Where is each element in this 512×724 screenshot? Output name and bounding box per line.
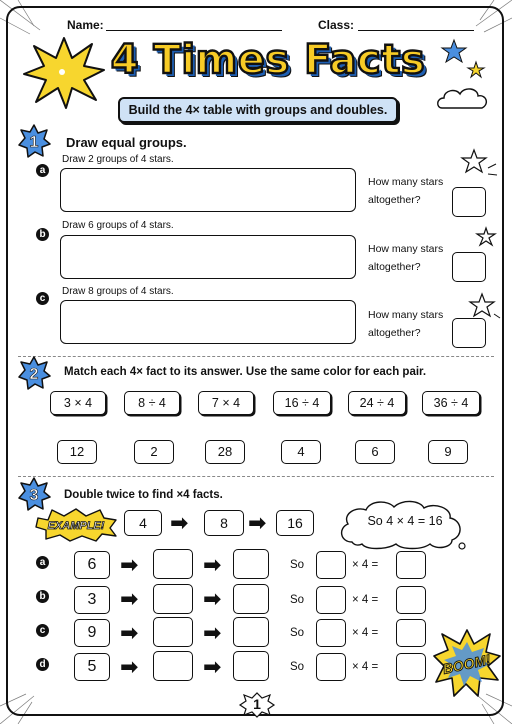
example-double-box: 8 — [204, 510, 244, 536]
arrow-right-icon: ➡ — [203, 586, 222, 611]
double-twice-answer-box[interactable] — [233, 584, 269, 614]
so-label: So — [290, 594, 305, 606]
arrow-right-icon: ➡ — [203, 654, 222, 679]
answer-card[interactable]: 12 — [57, 440, 97, 464]
double-twice-answer-box[interactable] — [233, 617, 269, 647]
drawing-box-a[interactable] — [60, 168, 356, 212]
answer-box-c[interactable] — [452, 318, 486, 348]
arrow-right-icon: ➡ — [203, 620, 222, 645]
section-3-title: Double twice to find ×4 facts. — [64, 489, 223, 501]
page-number: 1 — [253, 696, 261, 712]
answer-card[interactable]: 28 — [205, 440, 245, 464]
arrow-right-icon: ➡ — [170, 510, 189, 535]
row-start-box: 9 — [74, 619, 110, 647]
stars-cloud-decoration — [436, 36, 496, 118]
double-answer-box[interactable] — [153, 584, 193, 614]
times-four-label: × 4 = — [352, 594, 379, 606]
row-start-box: 5 — [74, 653, 110, 681]
answer-card[interactable]: 2 — [134, 440, 174, 464]
arrow-right-icon: ➡ — [120, 586, 139, 611]
product-answer-box[interactable] — [396, 551, 426, 579]
double-twice-answer-box[interactable] — [233, 549, 269, 579]
times-four-label: × 4 = — [352, 661, 379, 673]
row-letter-a: a — [36, 556, 49, 569]
section-divider — [18, 476, 494, 477]
drawing-box-c[interactable] — [60, 300, 356, 344]
times-four-label: × 4 = — [352, 627, 379, 639]
multiplier-answer-box[interactable] — [316, 586, 346, 614]
answer-card[interactable]: 6 — [355, 440, 395, 464]
times-four-label: × 4 = — [352, 559, 379, 571]
example-result-box: 16 — [276, 510, 314, 536]
star-outline-icon — [474, 226, 498, 248]
subtitle-banner — [118, 97, 398, 123]
section-1-badge — [17, 124, 51, 158]
row-letter-d: d — [36, 658, 49, 671]
star-outline-icon — [460, 148, 500, 184]
fact-card[interactable]: 16 ÷ 4 — [273, 391, 331, 415]
class-label: Class: — [318, 18, 355, 32]
so-label: So — [290, 559, 305, 571]
row-letter-b: b — [36, 590, 49, 603]
boom-burst-icon — [432, 628, 502, 698]
row-start-box: 6 — [74, 551, 110, 579]
row-start-box: 3 — [74, 586, 110, 614]
double-answer-box[interactable] — [153, 651, 193, 681]
multiplier-answer-box[interactable] — [316, 653, 346, 681]
answer-card[interactable]: 9 — [428, 440, 468, 464]
product-answer-box[interactable] — [396, 619, 426, 647]
section-1-number: 1 — [29, 134, 39, 151]
example-burst-icon — [34, 508, 118, 542]
item-letter-a: a — [36, 164, 49, 177]
fact-card[interactable]: 8 ÷ 4 — [124, 391, 180, 415]
answer-box-a[interactable] — [452, 187, 486, 217]
section-2-number: 2 — [29, 366, 39, 383]
question-text-c: How many stars altogether? — [368, 309, 444, 339]
so-label: So — [290, 627, 305, 639]
item-letter-b: b — [36, 228, 49, 241]
section-2-badge — [17, 356, 51, 390]
example-start-box: 4 — [124, 510, 162, 536]
fact-card[interactable]: 7 × 4 — [198, 391, 254, 415]
multiplier-answer-box[interactable] — [316, 619, 346, 647]
example-cloud-text: So 4 × 4 = 16 — [367, 514, 443, 528]
double-answer-box[interactable] — [153, 617, 193, 647]
section-2-title: Match each 4× fact to its answer. Use the same color for each pair. — [64, 366, 427, 378]
multiplier-answer-box[interactable] — [316, 551, 346, 579]
answer-card[interactable]: 4 — [281, 440, 321, 464]
row-letter-c: c — [36, 624, 49, 637]
double-twice-answer-box[interactable] — [233, 651, 269, 681]
fact-card[interactable]: 3 × 4 — [50, 391, 106, 415]
section-3-number: 3 — [29, 487, 39, 504]
section-divider — [18, 356, 494, 357]
drawing-box-b[interactable] — [60, 235, 356, 279]
section-1-title: Draw equal groups. — [66, 135, 187, 150]
item-prompt-a: Draw 2 groups of 4 stars. — [62, 154, 174, 165]
so-label: So — [290, 661, 305, 673]
double-answer-box[interactable] — [153, 549, 193, 579]
product-answer-box[interactable] — [396, 653, 426, 681]
answer-box-b[interactable] — [452, 252, 486, 282]
section-3-badge — [17, 477, 51, 511]
question-text-a: How many stars altogether? — [368, 176, 444, 206]
subtitle-text: Build the 4× table with groups and doubles. — [128, 103, 388, 117]
item-prompt-b: Draw 6 groups of 4 stars. — [62, 220, 174, 231]
class-field[interactable] — [358, 20, 474, 31]
arrow-right-icon: ➡ — [120, 654, 139, 679]
fact-card[interactable]: 24 ÷ 4 — [348, 391, 406, 415]
worksheet-title: 4 Times Facts — [110, 37, 426, 83]
starburst-icon — [22, 36, 106, 110]
fact-card[interactable]: 36 ÷ 4 — [422, 391, 480, 415]
boom-text: BOOM! — [441, 651, 492, 677]
item-letter-c: c — [36, 292, 49, 305]
arrow-right-icon: ➡ — [120, 552, 139, 577]
product-answer-box[interactable] — [396, 586, 426, 614]
question-text-b: How many stars altogether? — [368, 243, 444, 273]
arrow-right-icon: ➡ — [120, 620, 139, 645]
arrow-right-icon: ➡ — [203, 552, 222, 577]
example-label: EXAMPLE! — [47, 520, 105, 532]
name-field[interactable] — [106, 20, 282, 31]
name-label: Name: — [67, 18, 104, 32]
arrow-right-icon: ➡ — [248, 510, 267, 535]
item-prompt-c: Draw 8 groups of 4 stars. — [62, 286, 174, 297]
